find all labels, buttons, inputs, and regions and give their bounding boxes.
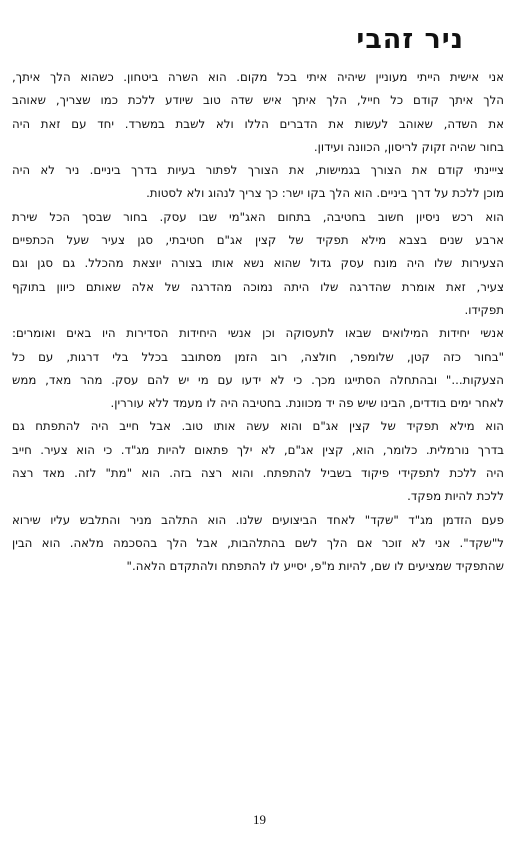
text-line: "בחור כזה קטן, שלומפר, חולצה, רוב הזמן מסתובב בכלל בלי דרגות, עם כל	[12, 349, 504, 364]
text-line: תפקידו.	[464, 302, 504, 317]
text-line: מוכן ללכת על דרך ביניים. הוא הלך בקו ישר: כך צריך לנהוג ולא לסטות.	[146, 186, 504, 201]
text-line: את השדה, שאוהב לעשות את הדברים הללו ולא לשבת במשרד. יחד עם זאת היה	[12, 116, 504, 131]
body-text	[12, 66, 504, 579]
text-line: הוא רכש ניסיון חשוב בחטיבה, בתחום האג"מי שבו עסק. בחור שבסך הכל שירת	[12, 209, 504, 224]
text-line: ל"שקד". אני לא זוכר אם הלך לשם בהתלהבות, אבל הלך בהסכמה מלאה. הוא הבין	[12, 535, 504, 550]
text-line: בדרך נורמלית. כלומר, הוא, קצין אג"ם, לא ילך פתאום להיות מג"ד. כי הוא צעיר. חייב	[12, 442, 504, 457]
text-line: בחור שהיה זקוק לריסון, הכוונה ועידון.	[313, 139, 504, 154]
text-line: היה ללכת לתפקידי פיקוד בשביל להתפתח. והוא רצה בזה. הוא "מת" לזה. מאד רצה	[12, 466, 504, 481]
text-line: אני אישית הייתי מעוניין שיהיה איתי בכל מקום. הוא השרה ביטחון. כשהוא הלך איתך,	[12, 70, 504, 84]
text-line: ארבע שנים בצבא מילא תפקיד של קצין אג"ם חטיבתי, סגן צעיר שעל הכתפיים	[12, 233, 504, 248]
text-line: אנשי יחידות המילואים שבאו לתעסוקה וכן אנשי היחידות הסדירות היו באים ואומרים:	[12, 326, 504, 341]
text-line: שהתפקיד שמציעים לו שם, להיות מ"פ, יסייע לו להתפתח ולהתקדם הלאה."	[126, 559, 504, 574]
text-line: ללכת להיות מפקד.	[407, 489, 504, 504]
text-line: לאחר ימים בודדים, הבינו שיש פה יד מכוונת. בחטיבה היה לו מעמד ללא עוררין.	[110, 396, 504, 411]
text-line: הצעקות..." ובהתחלה הסתייגו מכך. כי לא ידעו עם מי יש להם עסק. מהר מאד, ממש	[12, 372, 504, 387]
text-line: פעם הזדמן מג"ד "שקד" לאחד הביצועים שלנו. הוא התלהב מניר והתלבש עליו שירוא	[12, 512, 504, 527]
page-title: ניר זהבי	[356, 24, 464, 55]
text-line: הצעירות שלו היה מונח עסק גדול שהוא נשא אותו בצורה יוצאת מהכלל. גם סגן וגם	[12, 256, 504, 271]
text-line: הלך איתך קודם כל חייל, הלך איתך איש שדה טוב שיודע ללכת כמו שצריך, שאוהב	[12, 93, 504, 108]
text-line: הוא מילא תפקיד של קצין אג"ם והוא עשה אותו טוב. אבל חייב היה להתפתח גם	[12, 419, 504, 434]
text-line: צעיר, זאת אומרת שהדרגה שלו היתה נמוכה מהדרגה של אלה שאותם כיוון בתוקף	[12, 279, 504, 294]
page-number: 19	[253, 812, 266, 827]
text-line: צייינתי קודם את הצורך בגמישות, את הצורך לפתור בעיות בדרך ביניים. ניר לא היה	[12, 163, 504, 178]
